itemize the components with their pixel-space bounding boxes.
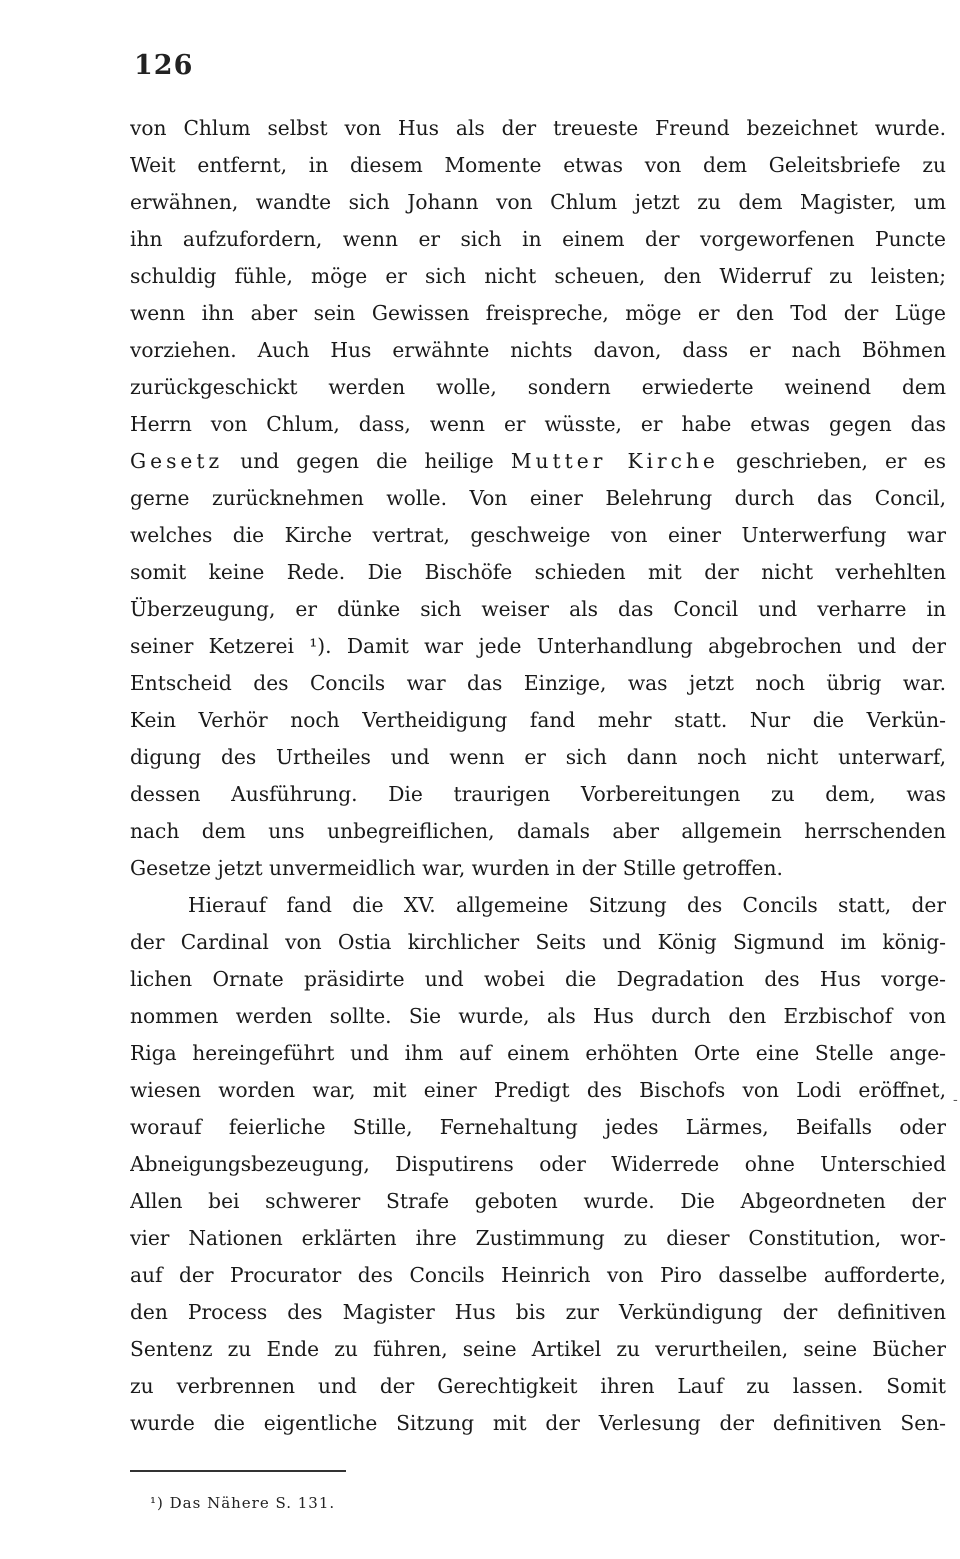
text-line: zurückgeschickt werden wolle, sondern erwiederte weinend dem — [130, 375, 946, 399]
spaced-word: Mutter Kirche — [510, 449, 719, 473]
text-line: dessen Ausführung. Die traurigen Vorbereitungen zu dem, was — [130, 782, 946, 806]
text-line: wenn ihn aber sein Gewissen freispreche, möge er den Tod der Lüge — [130, 301, 946, 325]
text-line: Weit entfernt, in diesem Momente etwas von dem Geleitsbriefe zu — [130, 153, 946, 177]
text-line: Allen bei schwerer Strafe geboten wurde. Die Abgeordneten der — [130, 1189, 946, 1213]
text-line: ihn aufzufordern, wenn er sich in einem der vorgeworfenen Puncte — [130, 227, 946, 251]
text-line: vorziehen. Auch Hus erwähnte nichts davon, dass er nach Böhmen — [130, 338, 946, 362]
text-line: erwähnen, wandte sich Johann von Chlum jetzt zu dem Magister, um — [130, 190, 946, 214]
text-line: worauf feierliche Stille, Fernehaltung jedes Lärmes, Beifalls oder — [130, 1115, 946, 1139]
text-line: der Cardinal von Ostia kirchlicher Seits und König Sigmund im könig- — [130, 930, 946, 954]
footnote: ¹) Das Nähere S. 131. — [150, 1494, 336, 1512]
text-line: Gesetze jetzt unvermeidlich war, wurden in der Stille getroffen. — [130, 856, 783, 880]
page-number: 126 — [134, 50, 194, 81]
spaced-word: Gesetz — [130, 449, 224, 473]
text-line-emphasis — [130, 443, 946, 480]
text-line: wurde die eigentliche Sitzung mit der Verlesung der definitiven Sen- — [130, 1411, 946, 1435]
text-line: nach dem uns unbegreiflichen, damals aber allgemein herrschenden — [130, 819, 946, 843]
text-line: somit keine Rede. Die Bischöfe schieden mit der nicht verhehlten — [130, 560, 946, 584]
text-line: wiesen worden war, mit einer Predigt des Bischofs von Lodi eröffnet, — [130, 1078, 946, 1102]
text-line: nommen werden sollte. Sie wurde, als Hus durch den Erzbischof von — [130, 1004, 946, 1028]
text-line: welches die Kirche vertrat, geschweige von einer Unterwerfung war — [130, 523, 946, 547]
paragraph-start-line: Hierauf fand die XV. allgemeine Sitzung des Concils statt, der — [188, 893, 946, 917]
text-line: seiner Ketzerei ¹). Damit war jede Unterhandlung abgebrochen und der — [130, 634, 946, 658]
text-line: Überzeugung, er dünke sich weiser als das Concil und verharre in — [130, 597, 946, 621]
footnote-divider — [130, 1470, 346, 1472]
text-line: den Process des Magister Hus bis zur Verkündigung der definitiven — [130, 1300, 946, 1324]
text-line: Herrn von Chlum, dass, wenn er wüsste, er habe etwas gegen das — [130, 412, 946, 436]
text-line: lichen Ornate präsidirte und wobei die Degradation des Hus vorge- — [130, 967, 946, 991]
text-line: Riga hereingeführt und ihm auf einem erhöhten Orte eine Stelle ange- — [130, 1041, 946, 1065]
text-fragment: geschrieben, er es — [718, 449, 946, 473]
text-fragment: und gegen die heilige — [223, 449, 511, 473]
text-line: Entscheid des Concils war das Einzige, was jetzt noch übrig war. — [130, 671, 946, 695]
text-line: digung des Urtheiles und wenn er sich dann noch nicht unterwarf, — [130, 745, 946, 769]
text-line: vier Nationen erklärten ihre Zustimmung zu dieser Constitution, wor- — [130, 1226, 946, 1250]
text-line: schuldig fühle, möge er sich nicht scheuen, den Widerruf zu leisten; — [130, 264, 946, 288]
text-line: zu verbrennen und der Gerechtigkeit ihren Lauf zu lassen. Somit — [130, 1374, 946, 1398]
text-line: Abneigungsbezeugung, Disputirens oder Widerrede ohne Unterschied — [130, 1152, 946, 1176]
body-text — [130, 110, 946, 1442]
text-line: auf der Procurator des Concils Heinrich von Piro dasselbe aufforderte, — [130, 1263, 946, 1287]
text-line: gerne zurücknehmen wolle. Von einer Belehrung durch das Concil, — [130, 486, 946, 510]
text-line: Kein Verhör noch Vertheidigung fand mehr statt. Nur die Verkün- — [130, 708, 946, 732]
text-line: Sentenz zu Ende zu führen, seine Artikel zu verurtheilen, seine Bücher — [130, 1337, 946, 1361]
text-line: von Chlum selbst von Hus als der treueste Freund bezeichnet wurde. — [130, 116, 946, 140]
margin-mark: - — [953, 1092, 958, 1108]
